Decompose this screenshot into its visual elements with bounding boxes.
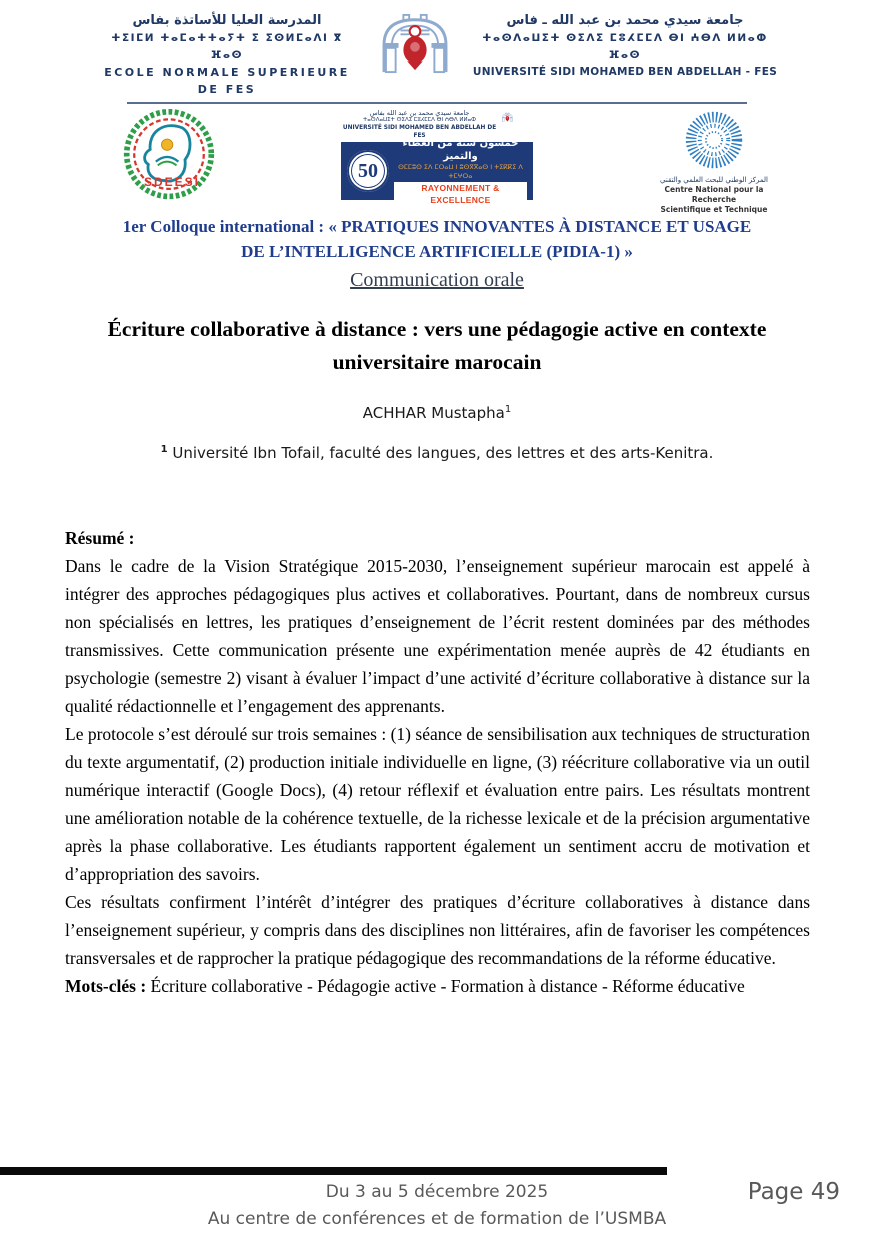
- abstract-section: [65, 524, 810, 1000]
- cnrst-logo: [652, 109, 776, 215]
- cnrst-name-line1: Centre National pour la Recherche: [664, 185, 764, 204]
- sdeesi-laboratory-logo-icon: [122, 109, 222, 203]
- fifty-years-banner: [341, 137, 533, 205]
- sdeesi-label: SDEESI: [143, 175, 200, 189]
- usmba-mini-logo: [341, 109, 533, 140]
- author-line: [0, 404, 874, 422]
- usmba-gate-logo-icon: [373, 12, 457, 74]
- footer-venue: Au centre de conférences et de formation de l’USMBA: [207, 1209, 667, 1229]
- usmba-latin-text: UNIVERSITÉ SIDI MOHAMED BEN ABDELLAH - FES: [472, 66, 778, 78]
- keywords-label: Mots-clés :: [65, 976, 147, 996]
- fifty-tifinagh-slogan: ⵙⵎⵎⵓⵙ ⵉⴷ ⵎⵔⴰⵡ ⵏ ⵓⵙⴳⴳⴰⵙ ⵏ ⵜⵉⴽⴽⵉ ⴷ ⵜⵎⵖⵔⴰ: [398, 162, 523, 180]
- affiliation-line: [0, 444, 874, 462]
- fifty-number: 50: [358, 159, 378, 182]
- abstract-paragraph-2: Le protocole s’est déroulé sur trois semaines : (1) séance de sensibilisation aux techniques de structuration du texte argumentatif, (2) production initiale individuelle en ligne, (3) réécriture collaborative via un outil numérique interactif (Google Docs), (4) retour réflexif et évaluation entre pairs. Les résultats montrent une amélioration notable de la cohérence textuelle, de la richesse lexicale et de la précision argumentative après la phase collaborative. Les étudiants rapportent également un sentiment accru de motivation et d’appropriation des savoirs.: [65, 724, 810, 884]
- cnrst-arabic-text: المركز الوطني للبحث العلمي والتقني: [660, 176, 768, 184]
- affiliation-marker: 1: [160, 444, 168, 455]
- abstract-paragraph-1: Dans le cadre de la Vision Stratégique 2015-2030, l’enseignement supérieur marocain est appelé à intégrer des approches pédagogiques plus actives et collaboratives. Pourtant, dans de nombreux cursus non spécialisés en lettres, les pratiques d’enseignement de l’écrit restent dominées par des méthodes transmissives. Cette communication présente une expérimentation menée auprès de 42 étudiants en psychologie (semestre 2) visant à évaluer l’impact d’une activité d’écriture collaborative à distance sur la qualité rédactionnelle et l’engagement des apprenants.: [65, 556, 810, 716]
- usmba-block: [469, 12, 781, 81]
- usmba-mini-tifinagh: ⵜⴰⵙⴷⴰⵡⵉⵜ ⵙⵉⴷⵉ ⵎⵓⵃⵎⵎⴷ ⴱⵏ ⵄⴱⴷ ⵍⵍⴰⵀ: [363, 117, 477, 123]
- usmba-tifinagh-text: ⵜⴰⵙⴷⴰⵡⵉⵜ ⵙⵉⴷⵉ ⵎⵓⵃⵎⵎⴷ ⴱⵏ ⵄⴱⴷ ⵍⵍⴰⵀ ⴼⴰⵙ: [482, 32, 768, 61]
- paper-title-line1: Écriture collaborative à distance : vers une pédagogie active en contexte: [107, 317, 767, 341]
- fiftieth-anniversary-badge: [341, 109, 533, 205]
- logos-row: [0, 109, 874, 214]
- footer-divider-bar: [0, 1167, 667, 1175]
- ens-arabic-text: المدرسة العليا للأساتذة بفاس: [132, 13, 322, 28]
- keywords-line: [65, 972, 810, 1000]
- institution-header: [0, 0, 874, 98]
- abstract-paragraph-3: Ces résultats confirment l’intérêt d’intégrer des pratiques d’écriture collaboratives à distance dans l’enseignement supérieur, y compris dans des disciplines non littéraires, afin de favoriser les compétences transversales et de rapprocher la pratique pédagogique des recommandations de la réforme éducative.: [65, 892, 810, 968]
- fifty-arabic-slogan: خمسون سنة من العطاء والتميز: [402, 137, 519, 162]
- conference-title-line1: 1er Colloque international : « PRATIQUES INNOVANTES À DISTANCE ET USAGE: [122, 217, 752, 236]
- communication-type: Communication orale: [350, 269, 524, 291]
- affiliation-text: Université Ibn Tofail, faculté des langues, des lettres et des arts-Kenitra.: [167, 444, 714, 462]
- conference-title-line2: DE L’INTELLIGENCE ARTIFICIELLE (PIDIA-1) »: [241, 242, 633, 261]
- footer-event-info: [0, 1179, 874, 1233]
- cnrst-name-line2: Scientifique et Technique: [660, 205, 768, 214]
- author-name: ACHHAR Mustapha: [362, 404, 505, 422]
- paper-title-line2: universitaire marocain: [332, 350, 542, 374]
- conference-title: [0, 214, 874, 264]
- header-divider: [127, 102, 747, 104]
- cnrst-sunburst-icon: [683, 109, 745, 171]
- usmba-arabic-text: جامعة سيدي محمد بن عبد الله ـ فاس: [506, 13, 744, 28]
- keywords-text: Écriture collaborative - Pédagogie active - Formation à distance - Réforme éducative: [146, 976, 745, 996]
- ens-fes-block: [93, 12, 361, 98]
- fifty-latin-slogan: RAYONNEMENT & EXCELLENCE: [394, 182, 527, 206]
- usmba-mini-arabic: جامعة سيدي محمد بن عبد الله بفاس: [369, 109, 470, 117]
- ens-latin-text: ECOLE NORMALE SUPERIEURE DE FES: [104, 66, 350, 96]
- fifty-seal: [347, 150, 389, 192]
- usmba-mini-gate-icon: [501, 112, 533, 138]
- page-number: Page 49: [747, 1179, 840, 1205]
- paper-title: [0, 313, 874, 379]
- resume-heading: Résumé :: [65, 528, 135, 548]
- ens-tifinagh-text: ⵜⵉⵏⵎⵍ ⵜⴰⵎⴰⵜⵜⴰⵢⵜ ⵉ ⵉⵙⵍⵎⴰⴷⵏ ⴳ ⴼⴰⵙ: [111, 32, 343, 61]
- footer-date: Du 3 au 5 décembre 2025: [325, 1182, 549, 1202]
- author-affiliation-marker: 1: [504, 404, 512, 415]
- usmba-mini-latin: UNIVERSITÉ SIDI MOHAMED BEN ABDELLAH DE FES: [342, 125, 497, 139]
